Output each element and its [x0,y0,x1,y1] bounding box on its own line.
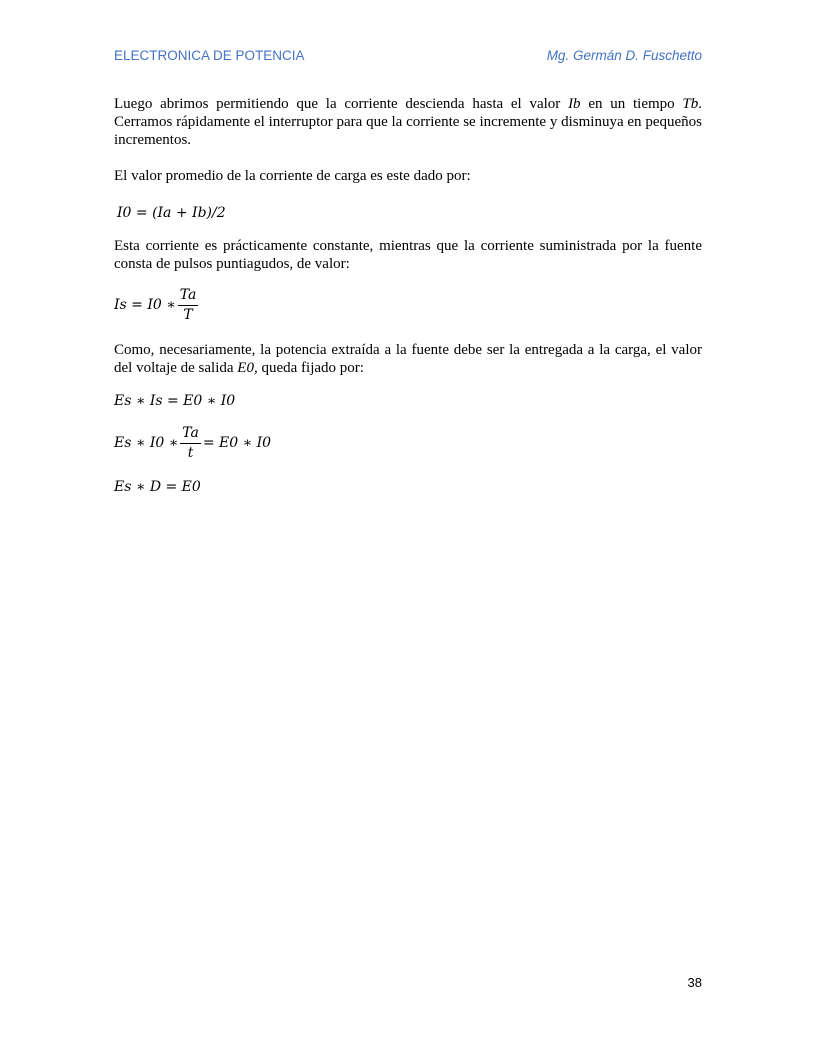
equation-text: Es ∗ I0 ∗ [114,435,179,451]
fraction-denominator: t [187,444,194,461]
page-content [114,95,702,497]
equation-5 [114,477,702,497]
text-span: E0 [237,360,254,376]
equation-text: Is = I0 ∗ [114,297,176,313]
equation-text: Es ∗ Is = E0 ∗ I0 [114,393,236,409]
text-span: en un tiempo [580,96,683,112]
paragraph-1 [114,95,702,149]
header-title: ELECTRONICA DE POTENCIA [114,48,305,63]
text-span: Luego abrimos permitiendo que la corriente descienda hasta el valor [114,96,569,112]
fraction [178,287,199,324]
text-span: Ib [568,96,581,112]
equation-text: = E0 ∗ I0 [202,435,272,451]
text-span: . Cerramos rápidamente el interruptor para que la corriente se incremente y disminuya en pequeños incrementos. [114,96,702,148]
text-span: , queda fijado por: [253,360,364,376]
page-number: 38 [687,975,702,990]
fraction-denominator: T [183,306,193,323]
equation-4 [114,421,702,465]
paragraph-3: Esta corriente es prácticamente constante, mientras que la corriente suministrada por la fuente consta de pulsos puntiagudos, de valor: [114,238,702,272]
equation-text: I0 = (Ia + Ib)/2 [117,205,226,221]
paragraph-2: El valor promedio de la corriente de carga es este dado por: [114,168,471,184]
equation-text: Es ∗ D = E0 [114,479,201,495]
header-author: Mg. Germán D. Fuschetto [546,48,702,63]
equation-3 [114,391,702,411]
fraction [180,425,201,462]
text-span: Como, necesariamente, la potencia extraída a la fuente debe ser la entregada a la carga, el valor del voltaje de salida [114,342,702,376]
fraction-numerator: Ta [178,287,199,306]
equation-1 [114,203,702,223]
text-span: Tb [682,96,699,112]
equation-2 [114,283,702,327]
paragraph-4 [114,341,702,377]
fraction-numerator: Ta [180,425,201,444]
